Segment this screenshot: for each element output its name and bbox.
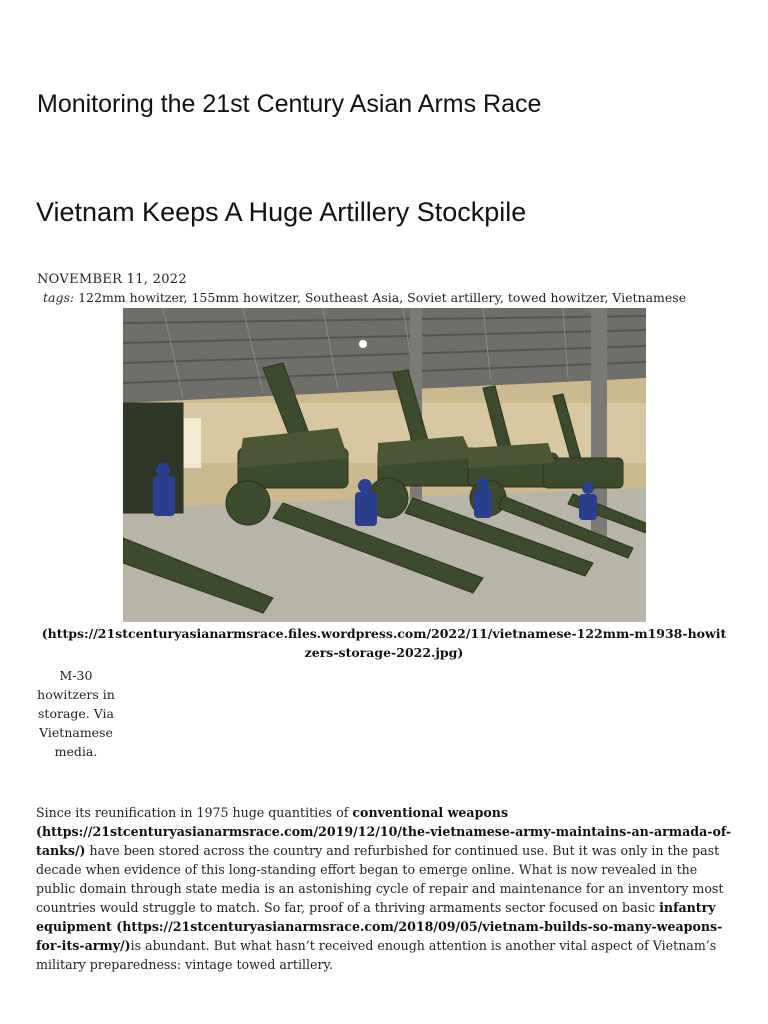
article-paragraph — [36, 803, 732, 974]
paragraph-text-2: have been stored across the country and refurbished for continued use. But it was only in the past decade when evidence of this long-standing effort began to emerge online. What is now revealed in the public domain through state media is an astonishing cycle of repair and maintenance for an inventory most countries would struggle to match. So far, proof of a thriving armaments sector focused on basic — [36, 843, 724, 915]
tags-list[interactable]: 122mm howitzer, 155mm howitzer, Southeast Asia, Soviet artillery, towed howitzer, Vietnamese — [78, 290, 687, 305]
tags-label: tags: — [43, 290, 75, 305]
photo-illustration — [123, 308, 646, 622]
image-source-link[interactable]: (https://21stcenturyasianarmsrace.files.wordpress.com/2022/11/vietnamese-122mm-m1938-howitzers-storage-2022.jpg) — [41, 626, 727, 660]
site-title[interactable]: Monitoring the 21st Century Asian Arms Race — [37, 90, 542, 118]
post-date: NOVEMBER 11, 2022 — [37, 272, 187, 287]
image-caption: M-30 howitzers in storage. Via Vietnamese media. — [37, 668, 115, 759]
paragraph-text-3: is abundant. But what hasn’t received enough attention is another vital aspect of Vietnam’s military preparedness: vintage towed artillery. — [36, 938, 717, 972]
artillery-storage-photo[interactable] — [123, 308, 646, 622]
post-tags — [43, 290, 686, 305]
infantry-equipment-link[interactable]: infantry equipment (https://21stcenturyasianarmsrace.com/2018/09/05/vietnam-builds-so-many-weapons-for-its-army/) — [36, 900, 723, 953]
paragraph-text-1: Since its reunification in 1975 huge quantities of — [36, 805, 353, 820]
post-title[interactable]: Vietnam Keeps A Huge Artillery Stockpile — [36, 197, 527, 227]
conventional-weapons-link[interactable]: conventional weapons (https://21stcenturyasianarmsrace.com/2019/12/10/the-vietnamese-army-maintains-an-armada-of-tanks/) — [36, 805, 732, 858]
